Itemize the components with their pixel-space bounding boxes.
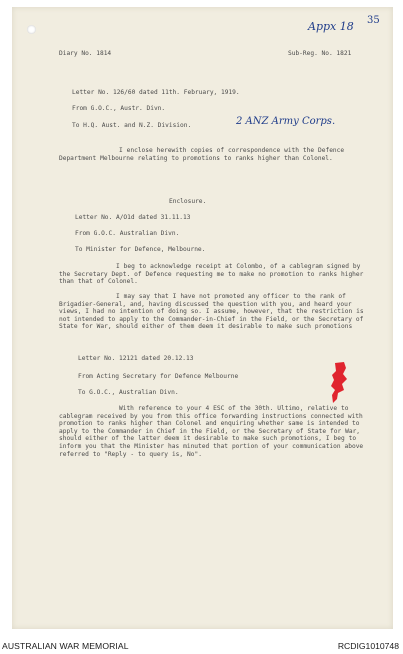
page-number: 35 [367,15,380,26]
reply-letter-reference: Letter No. 12121 dated 20.12.13 [78,355,194,362]
sub-reg-number: Sub-Reg. No. 1821 [288,50,352,57]
enclosure-to-line: To Minister for Defence, Melbourne. [75,246,206,253]
reply-from-line: From Acting Secretary for Defence Melbourne [78,373,239,380]
enclosure-heading: Enclosure. [169,198,207,205]
enclosure-from-line: From G.O.C. Australian Divn. [75,230,180,237]
diary-number: Diary No. 1814 [59,50,112,57]
intro-paragraph: I enclose herewith copies of correspondence with the Defence Department Melbourne relating to promotions to ranks higher than Colonel. [59,147,345,162]
appendix-annotation: Appx 18 [308,20,354,33]
handwritten-addressee-note: 2 ANZ Army Corps. [236,116,336,127]
punch-hole [27,25,36,34]
reply-to-line: To G.O.C., Australian Divn. [78,389,179,396]
from-line: From G.O.C., Austr. Divn. [72,105,166,112]
enclosure-paragraph-1: I beg to acknowledge receipt at Colombo, of a cablegram signed by the Secretary Dept. of Defence requesting me to make no promotion to ranks higher than that of Colonel. [59,263,364,286]
record-identifier: RCDIG1010748 [337,641,399,651]
document-page [12,7,393,629]
enclosure-paragraph-2: I may say that I have not promoted any officer to the rank of Brigadier-General, and, having discussed the question with you, and heard your views, I had no intention of doing so. I assume, however, that the restriction is not intended to apply to the Commander-in-Chief in the Field, or the Secretary of State for War, should either of them deem it desirable to make such promotions [59,293,364,331]
archive-credit: AUSTRALIAN WAR MEMORIAL [2,641,129,651]
reply-paragraph: With reference to your 4 ESC of the 30th. Ultimo, relative to cablegram received by you from this office forwarding instructions connected with promotion to ranks higher than Colonel and enquiring whether same is intended to apply to the Commander in Chief in the Field, or the Secretary of State for War, should either of the latter deem it desirable to make such promotions, I beg to inform you that the Minister has minuted that portion of your communication above referred to "Reply - to query is, No". [59,405,364,458]
to-line: To H.Q. Aust. and N.Z. Division. [72,122,192,129]
red-ink-stamp [329,362,349,404]
letter-reference: Letter No. 126/60 dated 11th. February, 1919. [72,89,240,96]
enclosure-letter-reference: Letter No. A/O1d dated 31.11.13 [75,214,191,221]
